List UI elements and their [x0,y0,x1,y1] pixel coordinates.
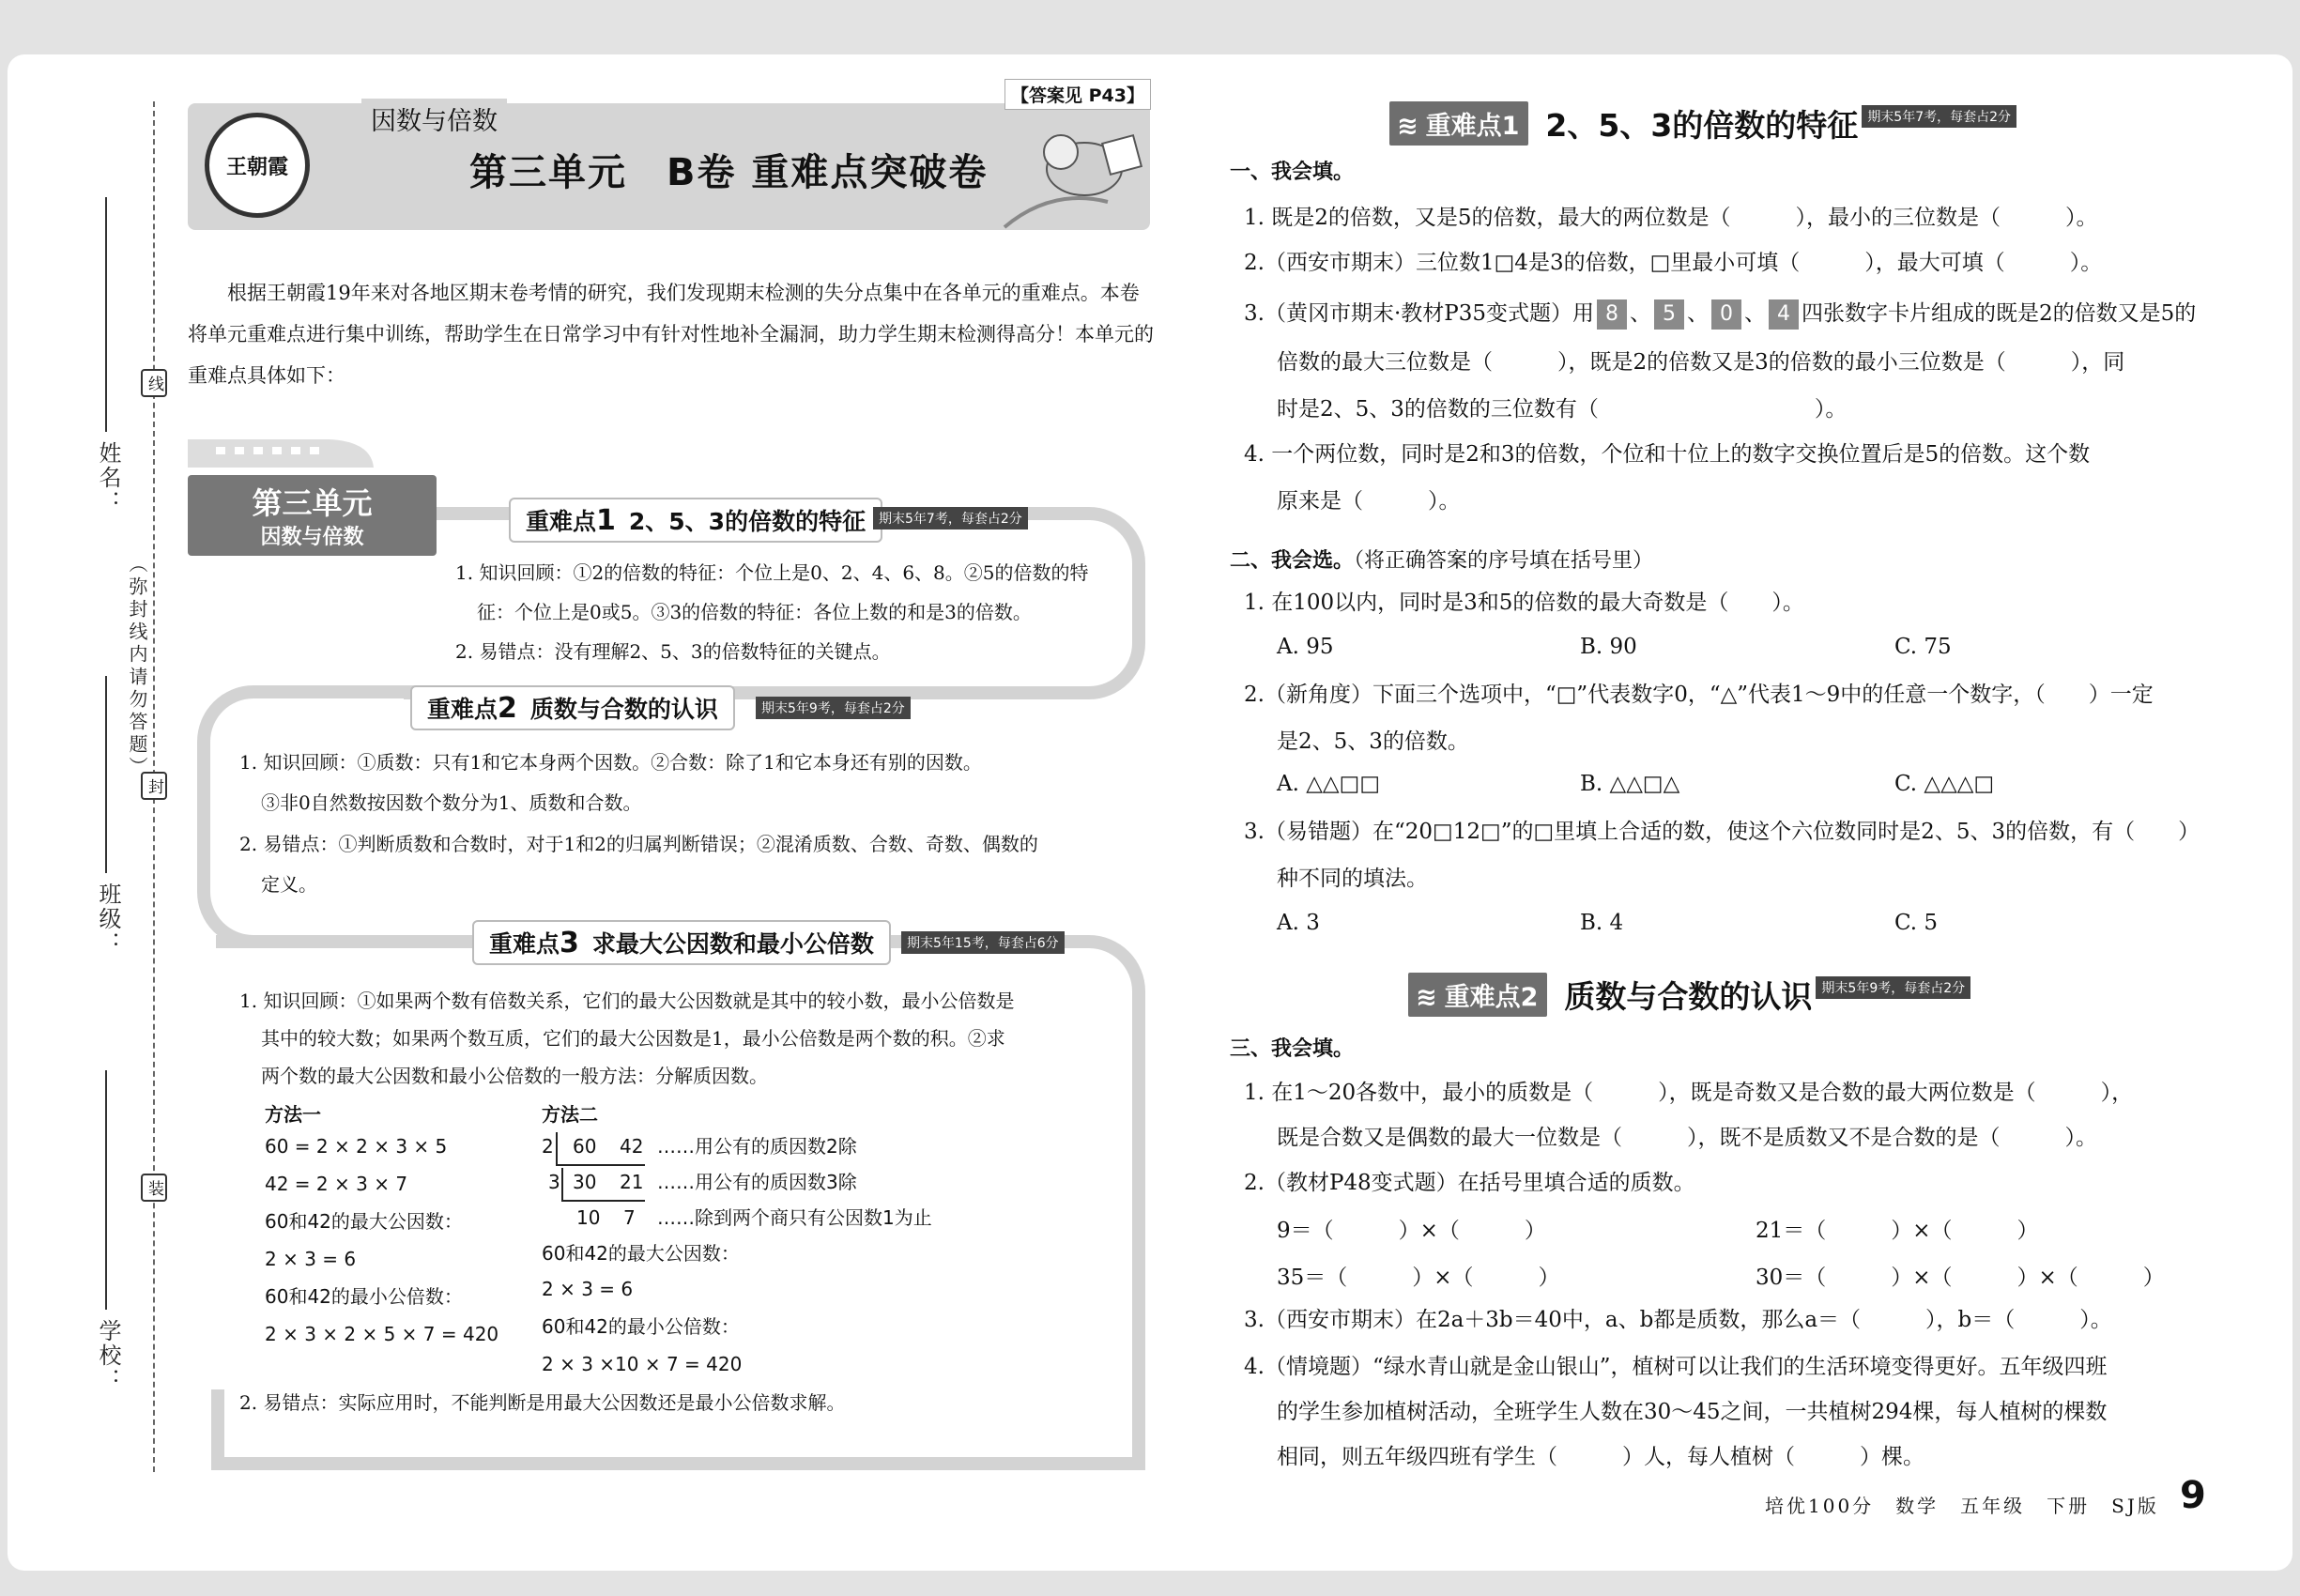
method-1-step: 60 = 2 × 2 × 3 × 5 [265,1135,448,1158]
wave-icon: ≋ [1416,983,1437,1012]
kp3-tip: 2. 易错点：实际应用时，不能判断是用最大公因数还是最小公倍数求解。 [239,1391,846,1414]
choice-1: 1. 在100以内，同时是3和5的倍数的最大奇数是（ ）。 [1244,591,1804,615]
heading-chip [1408,973,1547,1017]
fill-2-blank[interactable]: 21＝（ ）×（ ） [1756,1219,2039,1243]
dividend: 42 [620,1135,644,1158]
fill-4-line: 的学生参加植树活动，全班学生人数在30～45之间，一共植树294棵，每人植树的棵数 [1277,1400,2108,1424]
choice-1-option[interactable]: B. 90 [1580,635,1637,659]
dividend: 60 [573,1135,597,1158]
choice-2-option[interactable]: C. △△△□ [1894,772,1995,796]
subject-label: 因数与倍数 [361,99,507,139]
fill-2: 2.（教材P48变式题）在括号里填合适的质数。 [1244,1171,1695,1195]
choice-3-option[interactable]: B. 4 [1580,911,1624,935]
method-1-step: 60和42的最小公倍数： [265,1285,463,1308]
quotient: 21 [620,1171,644,1193]
seal-tag: 封 [141,772,167,800]
choice-2-option[interactable]: A. △△□□ [1277,772,1381,796]
choice-1-option[interactable]: C. 75 [1894,635,1952,659]
question-3: 3.（黄冈市期末·教材P35变式题）用 8 、 5 、 0 、 4 四张数字卡片组成的既是2的倍数又是5的 [1244,291,2201,336]
choice-3-option[interactable]: A. 3 [1277,911,1320,935]
method-2-step: 2 × 3 = 6 [542,1278,634,1300]
kp2-line: 定义。 [261,873,317,896]
answer-reference: 【答案见 P43】 [1004,79,1151,110]
name-field[interactable] [105,197,107,432]
keypoint-label: 重难点 [526,508,597,535]
division-bracket [561,1168,645,1202]
no-answer-note: （弥封线内请勿答题） [126,554,148,779]
line-tag: 线 [141,369,167,397]
kp3-line: 其中的较大数；如果两个数互质，它们的最大公因数是1，最小公倍数是两个数的积。②求 [261,1027,1005,1050]
intro-paragraph: 根据王朝霞19年来对各地区期末卷考情的研究，我们发现期末检测的失分点集中在各单元的重难点。本卷将单元重难点进行集中训练，帮助学生在日常学习中有针对性地补全漏洞，助力学生期末检测得高分！本单元的重难点具体如下： [188,282,1154,387]
method-2-heading: 方法二 [542,1103,598,1126]
kp3-line: 两个数的最大公因数和最小公倍数的一般方法：分解质因数。 [261,1065,768,1087]
question-4-line: 原来是（ ）。 [1277,489,1461,514]
question-text: 2.（西安市期末）三位数1□4是3的倍数，□里最小可填（ ），最大可填（ ）。 [1244,251,2103,275]
question-2 [1244,240,2201,285]
section-fill-1: 一、我会填。 [1230,161,1355,184]
digit-card: 8 [1597,299,1627,330]
fill-2-blank[interactable]: 35＝（ ）×（ ） [1277,1266,1560,1290]
keypoint-title: 质数与合数的认识 [529,696,718,723]
choice-3-option[interactable]: C. 5 [1894,911,1939,935]
method-2-step: 2 × 3 ×10 × 7 = 420 [542,1353,743,1375]
kp2-line: 1. 知识回顾：①质数：只有1和它本身两个因数。②合数：除了1和它本身还有别的因数。 [239,751,982,774]
question-3-line: 倍数的最大三位数是（ ），既是2的倍数又是3的倍数的最小三位数是（ ），同 [1277,350,2125,375]
method-1-step: 2 × 3 = 6 [265,1248,357,1270]
division-note: ……除到两个商只有公因数1为止 [657,1206,932,1229]
question-text: 3.（黄冈市期末·教材P35变式题）用 [1244,301,1594,326]
heading-title: 2、5、3的倍数的特征 [1545,107,1859,144]
question-text: 四张数字卡片组成的既是2的倍数又是5的 [1802,301,2197,326]
brand-logo [205,113,310,218]
question-4: 4. 一个两位数，同时是2和3的倍数，个位和十位上的数字交换位置后是5的倍数。这个数 [1244,442,2091,467]
method-1-step: 2 × 3 × 2 × 5 × 7 = 420 [265,1323,499,1345]
footer-series: 培优100分 数学 五年级 下册 SJ版 [1765,1495,2159,1517]
keypoint-3-heading [472,920,891,965]
heading-number: 2 [1520,983,1539,1012]
division-bracket [556,1132,645,1166]
name-label: 姓名： [95,441,121,514]
heading-number: 1 [1501,112,1520,141]
wave-icon: ≋ [1397,112,1418,141]
section-fill-3: 三、我会填。 [1230,1037,1355,1061]
kp1-line: 2. 易错点：没有理解2、5、3的倍数特征的关键点。 [455,640,891,663]
choice-1-option[interactable]: A. 95 [1277,635,1334,659]
division-note: ……用公有的质因数3除 [657,1171,857,1193]
question-3-line: 时是2、5、3的倍数的三位数有（ ）。 [1277,397,1848,422]
fill-4: 4.（情境题）“绿水青山就是金山银山”，植树可以让我们的生活环境变得更好。五年级四班 [1244,1355,2108,1379]
school-field[interactable] [105,1070,107,1310]
choice-2-option[interactable]: B. △△□△ [1580,772,1680,796]
question-1 [1244,195,2201,240]
heading-title: 质数与合数的认识 [1564,978,1813,1015]
keypoint-2-heading [410,685,735,730]
section-heading-1 [1389,101,2016,146]
section-title: 二、我会选。 [1230,549,1355,573]
keypoint-number: 1 [596,504,616,537]
method-1-step: 60和42的最大公因数： [265,1210,463,1233]
choice-3: 3.（易错题）在“20□12□”的□里填上合适的数，使这个六位数同时是2、5、3的倍数，有（ ） [1244,820,2200,844]
fill-1-line: 既是合数又是偶数的最大一位数是（ ），既不是质数又不是合数的是（ ）。 [1277,1126,2097,1150]
heading-badge: 期末5年9考，每套占2分 [1816,976,1970,999]
keypoint-3-badge: 期末5年15考，每套占6分 [901,931,1065,954]
fill-4-line: 相同，则五年级四班有学生（ ）人，每人植树（ ）棵。 [1277,1445,1924,1469]
keypoint-1-heading [509,498,882,543]
logo-text: 王朝霞 [225,154,288,179]
section-choose [1230,545,1653,574]
fold-tag: 装 [141,1174,167,1202]
keypoint-number: 2 [498,692,517,725]
choice-3-line: 种不同的填法。 [1277,867,1428,891]
keypoint-2-badge: 期末5年9考，每套占2分 [756,697,911,719]
method-2-step: 60和42的最小公倍数： [542,1315,740,1338]
mascot-illustration [995,113,1145,230]
keypoint-title: 求最大公因数和最小公倍数 [591,930,874,958]
method-1-heading: 方法一 [265,1103,321,1126]
kp1-line: 征：个位上是0或5。③3的倍数的特征：各位上数的和是3的倍数。 [477,601,1032,623]
keypoint-number: 3 [560,927,579,959]
digit-card: 4 [1769,299,1799,330]
keypoint-title: 2、5、3的倍数的特征 [628,508,866,535]
heading-chip [1389,101,1528,146]
class-label: 班级： [95,882,121,956]
question-text: 1. 既是2的倍数，又是5的倍数，最大的两位数是（ ），最小的三位数是（ ）。 [1244,206,2098,230]
unit-subtitle: 因数与倍数 [260,526,364,549]
heading-label: 重难点 [1444,983,1521,1012]
kp2-line: ③非0自然数按因数个数分为1、质数和合数。 [261,791,642,814]
fill-1: 1. 在1～20各数中，最小的质数是（ ），既是奇数又是合数的最大两位数是（ ）， [1244,1081,2134,1105]
section-heading-2 [1408,973,1970,1017]
heading-badge: 期末5年7考，每套占2分 [1862,105,2016,128]
fill-2-blank[interactable]: 30＝（ ）×（ ）×（ ） [1756,1266,2165,1290]
track-3-end [211,1389,230,1470]
school-label: 学校： [95,1319,121,1392]
kp3-line: 1. 知识回顾：①如果两个数有倍数关系，它们的最大公因数就是其中的较小数，最小公倍数是 [239,990,1015,1012]
keypoint-label: 重难点 [489,930,560,958]
kp1-line: 1. 知识回顾：①2的倍数的特征：个位上是0、2、4、6、8。②5的倍数的特 [455,561,1089,584]
unit-box [188,475,437,556]
kp2-line: 2. 易错点：①判断质数和合数时，对于1和2的归属判断错误；②混淆质数、合数、奇数、偶数的 [239,833,1038,855]
digit-card: 5 [1654,299,1684,330]
keypoint-1-badge: 期末5年7考，每套占2分 [873,507,1028,529]
divisor: 2 [542,1135,554,1158]
choice-2: 2.（新角度）下面三个选项中，“□”代表数字0，“△”代表1～9中的任意一个数字，（ ）一定 [1244,683,2154,707]
method-2-step: 60和42的最大公因数： [542,1242,740,1265]
fill-2-blank[interactable]: 9＝（ ）×（ ） [1277,1219,1546,1243]
page-number: 9 [2180,1474,2206,1517]
method-1-step: 42 = 2 × 3 × 7 [265,1173,408,1195]
page-title: 第三单元 B卷 重难点突破卷 [469,151,989,194]
train-icon [188,432,376,469]
quotient: 10 [576,1206,601,1229]
quotient: 7 [623,1206,636,1229]
quotient: 30 [573,1171,597,1193]
keypoint-label: 重难点 [427,696,498,723]
class-field[interactable] [105,676,107,873]
choice-2-line: 是2、5、3的倍数。 [1277,729,1469,754]
unit-title: 第三单元 [252,485,373,521]
fill-3: 3.（西安市期末）在2a＋3b＝40中，a、b都是质数，那么a＝（ ），b＝（ ）。 [1244,1308,2112,1332]
division-note: ……用公有的质因数2除 [657,1135,857,1158]
section-note: （将正确答案的序号填在括号里） [1354,549,1654,573]
heading-label: 重难点 [1425,112,1502,141]
digit-card: 0 [1711,299,1741,330]
divisor: 3 [548,1171,560,1193]
